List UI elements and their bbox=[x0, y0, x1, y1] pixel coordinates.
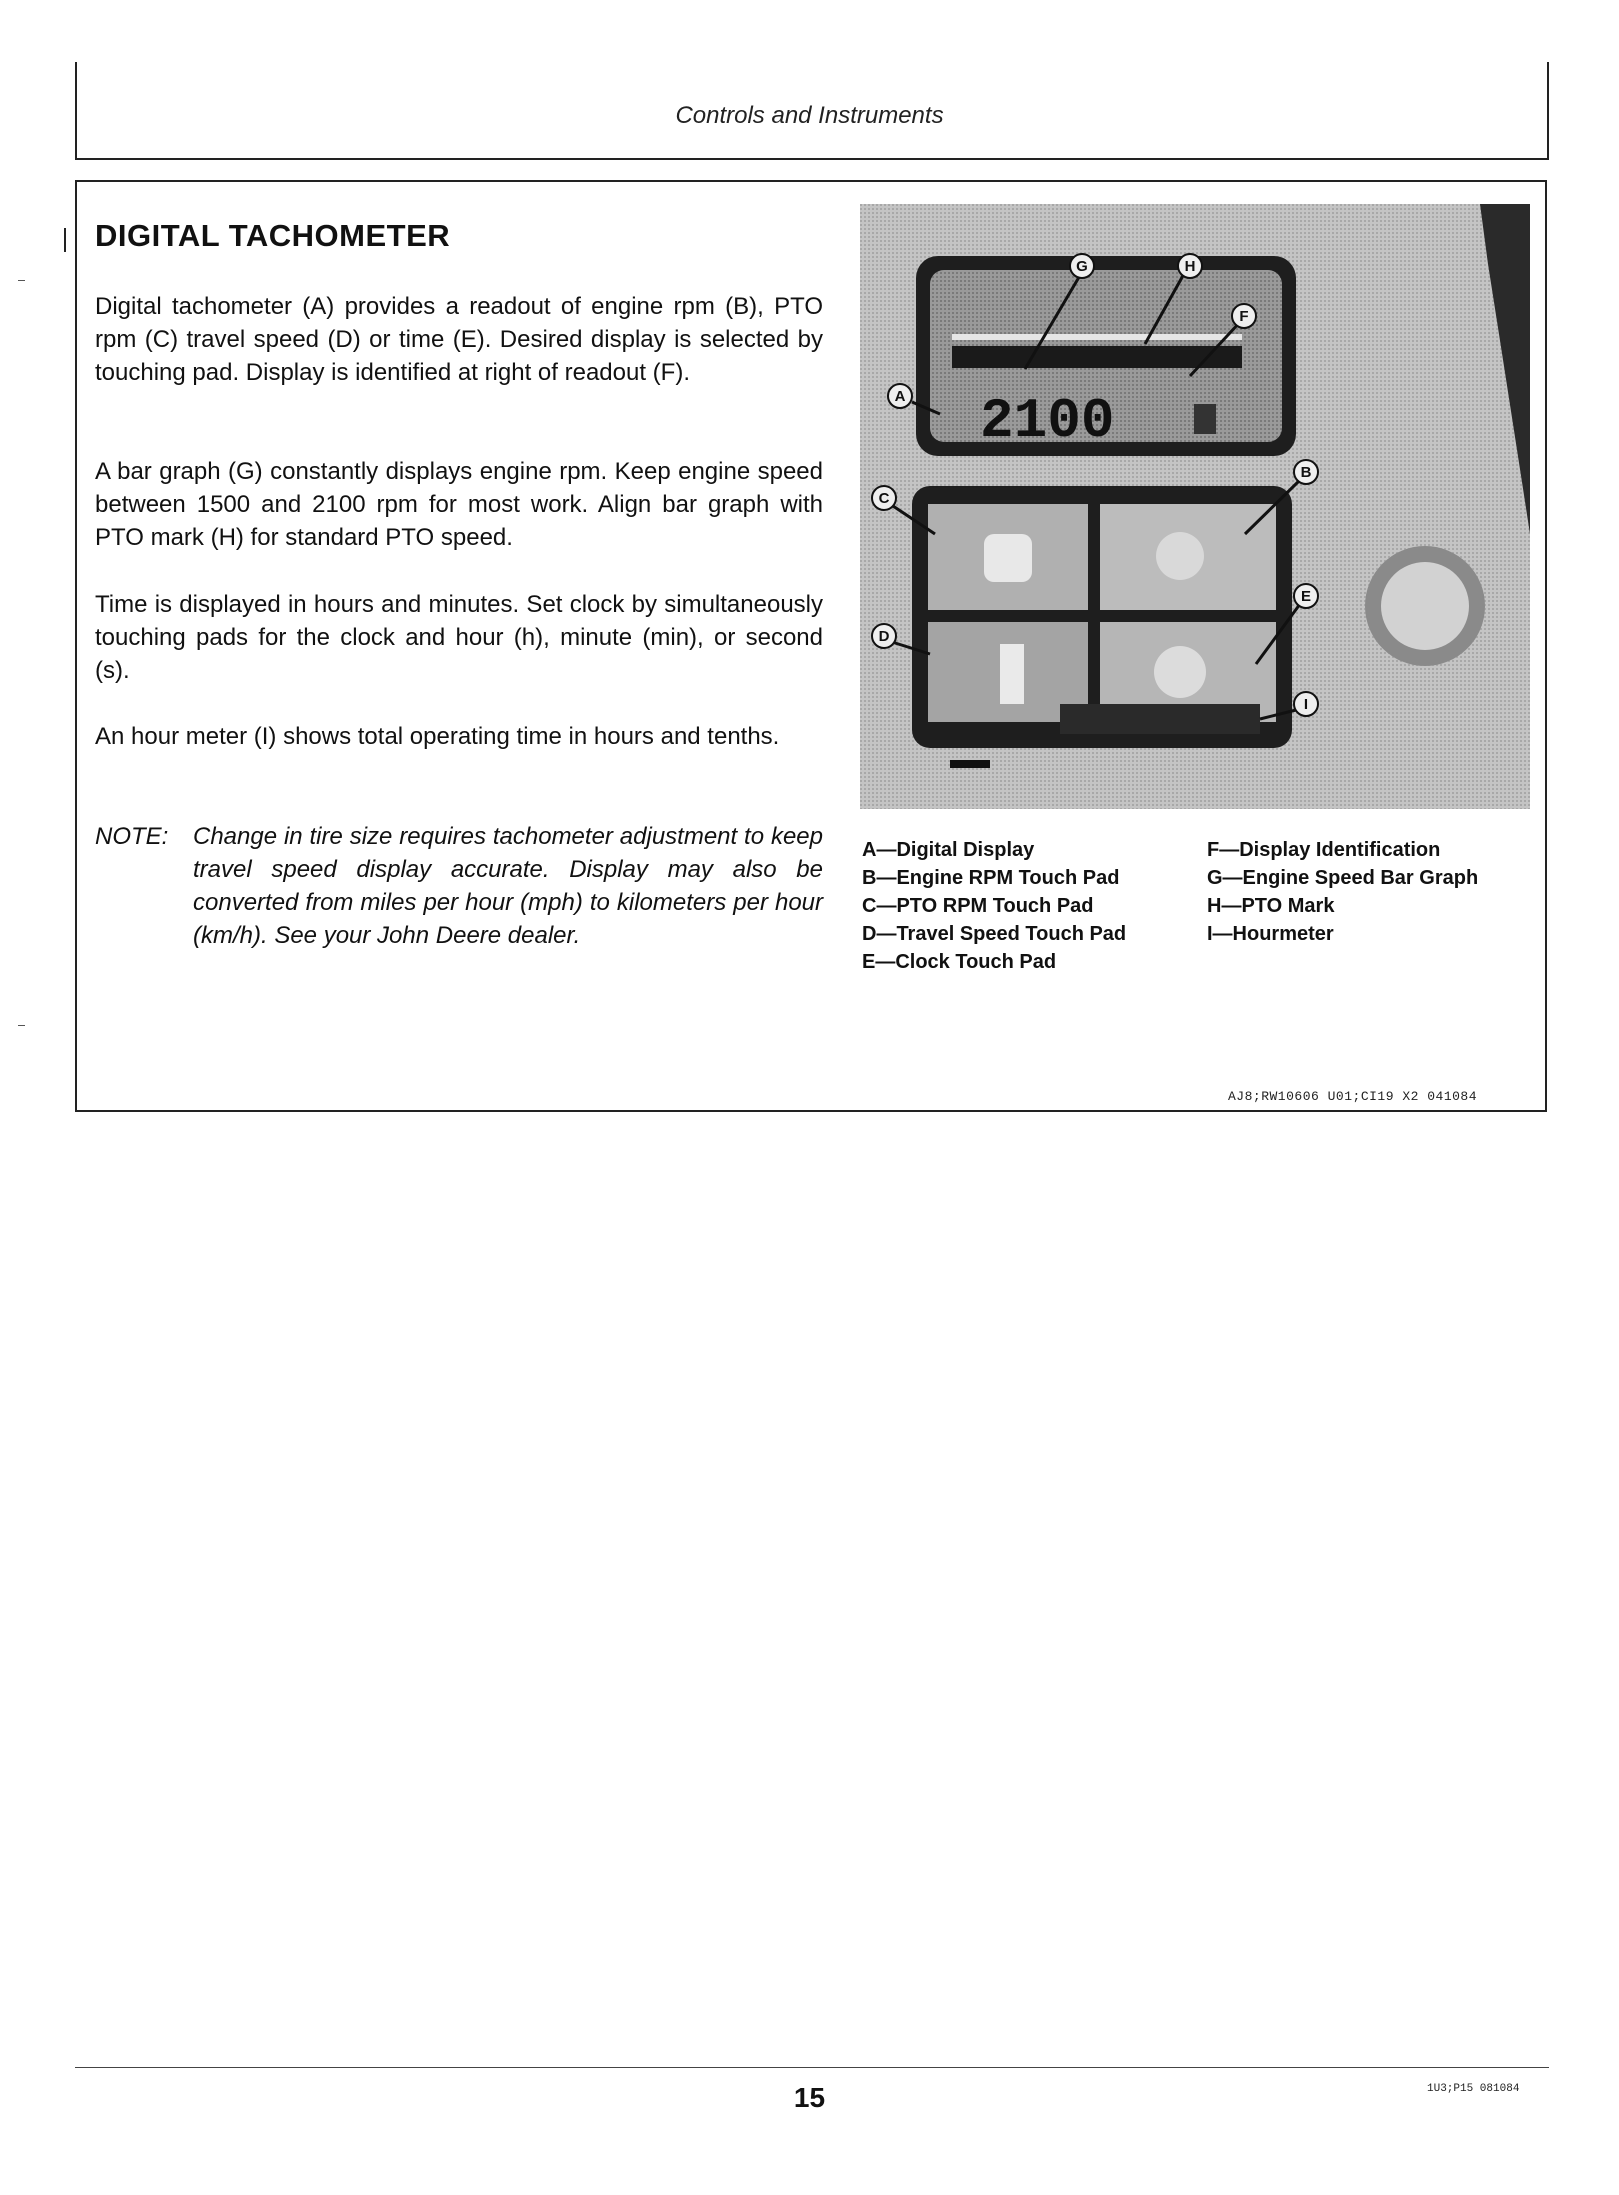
footer-rule bbox=[75, 2067, 1549, 2068]
callout-C: C bbox=[878, 490, 890, 507]
note-label: NOTE: bbox=[95, 823, 169, 850]
tachometer-photo bbox=[860, 204, 1530, 809]
legend-item: C—PTO RPM Touch Pad bbox=[862, 895, 1094, 917]
margin-mark bbox=[18, 1025, 25, 1026]
callout-G: G bbox=[1076, 258, 1088, 275]
figure-reference-code: AJ8;RW10606 U01;CI19 X2 041084 bbox=[1228, 1089, 1478, 1104]
legend-item: E—Clock Touch Pad bbox=[862, 951, 1057, 973]
callout-I: I bbox=[1303, 696, 1309, 713]
paragraph: An hour meter (I) shows total operating time in hours and tenths. bbox=[95, 723, 780, 750]
figure-legend-right bbox=[1207, 836, 1478, 948]
legend-item: D—Travel Speed Touch Pad bbox=[862, 923, 1127, 945]
paragraph: A bar graph (G) constantly displays engine rpm. Keep engine speed between 1500 and 2100 rpm for most work. Align bar graph with PTO mark (H) for standard PTO speed. bbox=[95, 458, 823, 551]
callout-D: D bbox=[878, 628, 890, 645]
tachometer-illustration bbox=[860, 204, 1530, 809]
figure-legend-left bbox=[862, 836, 1126, 976]
margin-mark bbox=[18, 280, 25, 281]
legend-item: B—Engine RPM Touch Pad bbox=[862, 867, 1120, 889]
header-rule-bottom bbox=[75, 158, 1549, 160]
callout-A: A bbox=[894, 388, 906, 405]
legend-item: G—Engine Speed Bar Graph bbox=[1207, 867, 1479, 889]
legend-item: A—Digital Display bbox=[862, 839, 1035, 861]
page-number: 15 bbox=[793, 2082, 826, 2113]
paragraph: Time is displayed in hours and minutes. Set clock by simultaneously touching pads for the clock and hour (h), minute (min), or second (s). bbox=[95, 591, 823, 684]
legend-item: I—Hourmeter bbox=[1207, 923, 1334, 945]
section-title: DIGITAL TACHOMETER bbox=[95, 218, 451, 253]
callout-E: E bbox=[1300, 588, 1312, 605]
section-tick bbox=[64, 228, 66, 252]
callout-F: F bbox=[1239, 308, 1249, 325]
footer-code: 1U3;P15 081084 bbox=[1427, 2083, 1520, 2095]
paragraph: Digital tachometer (A) provides a readout of engine rpm (B), PTO rpm (C) travel speed (D) or time (E). Desired display is selected by touching pad. Display is identified at right of readout (F). bbox=[95, 293, 823, 386]
callout-H: H bbox=[1184, 258, 1196, 275]
note-text: Change in tire size requires tachometer adjustment to keep travel speed display accurate. Display may also be converted from miles per hour (mph) to kilometers per hour (km/h). See your John Deere dealer. bbox=[193, 823, 823, 949]
legend-item: H—PTO Mark bbox=[1207, 895, 1335, 917]
running-head: Controls and Instruments bbox=[675, 102, 944, 129]
callout-B: B bbox=[1300, 464, 1312, 481]
legend-item: F—Display Identification bbox=[1207, 839, 1441, 861]
digital-readout: 2100 bbox=[980, 389, 1115, 453]
